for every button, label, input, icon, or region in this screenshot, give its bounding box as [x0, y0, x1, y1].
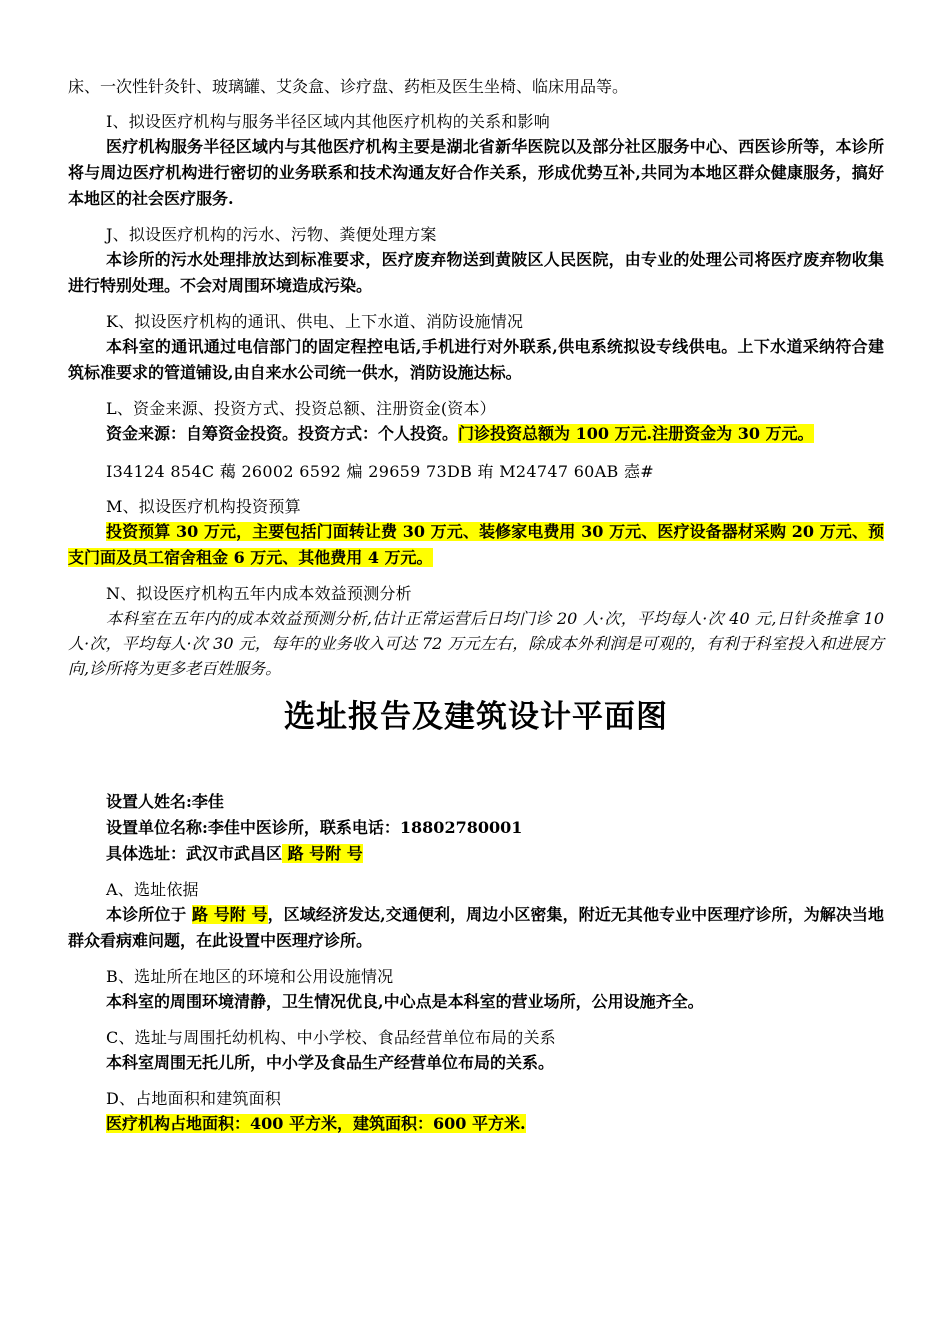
section-a-prefix: 本诊所位于: [106, 905, 193, 924]
report-title: 选址报告及建筑设计平面图: [284, 699, 668, 735]
spacer: [68, 739, 884, 789]
codes-line: I34124 854C 藒 26002 6592 煸 29659 73DB 珛 M24747 60AB 悫#: [106, 462, 654, 481]
section-c-heading: C、选址与周围托幼机构、中小学校、食品经营单位布局的关系: [106, 1028, 556, 1047]
section-i-body: 医疗机构服务半径区域内与其他医疗机构主要是湖北省新华医院以及部分社区服务中心、西医诊所等，本诊所将与周边医疗机构进行密切的业务联系和技术沟通友好合作关系，形成优势互补,共同为本地区群众健康服务，搞好本地区的社会医疗服务.: [68, 137, 884, 208]
section-j-heading: J、拟设医疗机构的污水、污物、粪便处理方案: [106, 225, 437, 244]
document-page: [68, 74, 884, 1137]
section-c-body: 本科室周围无托儿所，中小学及食品生产经营单位布局的关系。: [106, 1053, 555, 1072]
section-l-heading: L、资金来源、投资方式、投资总额、注册资金(资本）: [106, 399, 496, 418]
section-a-body: [68, 902, 884, 954]
section-b-body: 本科室的周围环境清静，卫生情况优良,中心点是本科室的营业场所，公用设施齐全。: [106, 992, 704, 1011]
section-m-heading: M、拟设医疗机构投资预算: [106, 497, 301, 516]
person-name: 设置人姓名:李佳: [106, 792, 224, 811]
section-k-body: 本科室的通讯通过电信部门的固定程控电话,手机进行对外联系,供电系统拟设专线供电。上下水道采纳符合建筑标准要求的管道铺设,由自来水公司统一供水，消防设施达标。: [68, 337, 884, 382]
section-a-highlight: 路 号附 号: [192, 905, 268, 924]
section-i-heading: I、拟设医疗机构与服务半径区域内其他医疗机构的关系和影响: [106, 112, 550, 131]
section-d-highlight: 医疗机构占地面积：400 平方米，建筑面积：600 平方米.: [106, 1114, 526, 1133]
section-n-body: 本科室在五年内的成本效益预测分析,估计正常运营后日均门诊 20 人·次，平均每人·次 40 元,日针灸推拿 10 人·次，平均每人·次 30 元，每年的业务收入可达 72 万元左右，除成本外利润是可观的，有利于科室投入和进展方向,诊所将为更多老百姓服务。: [68, 609, 884, 678]
section-d-body: [68, 1111, 884, 1137]
section-j-body: 本诊所的污水处理排放达到标准要求，医疗废弃物送到黄陂区人民医院，由专业的处理公司将医疗废弃物收集进行特别处理。不会对周围环境造成污染。: [68, 250, 884, 295]
section-d-heading: D、占地面积和建筑面积: [106, 1089, 282, 1108]
address-plain: 具体选址：武汉市武昌区: [106, 844, 283, 863]
section-n-heading: N、拟设医疗机构五年内成本效益预测分析: [106, 584, 412, 603]
section-k-heading: K、拟设医疗机构的通讯、供电、上下水道、消防设施情况: [106, 312, 524, 331]
address-line: [68, 841, 884, 867]
section-a-heading: A、选址依据: [106, 880, 199, 899]
intro-line: 床、一次性针灸针、玻璃罐、艾灸盒、诊疗盘、药柜及医生坐椅、临床用品等。: [68, 77, 629, 96]
section-l-body-plain: 资金来源：自筹资金投资。投资方式：个人投资。: [106, 424, 459, 443]
section-m-body-highlight: 投资预算 30 万元，主要包括门面转让费 30 万元、装修家电费用 30 万元、医疗设备器材采购 20 万元、预支门面及员工宿舍租金 6 万元、其他费用 4 万元。: [68, 522, 884, 567]
section-l-body-highlight: 门诊投资总额为 100 万元.注册资金为 30 万元。: [458, 424, 814, 443]
section-b-heading: B、选址所在地区的环境和公用设施情况: [106, 967, 394, 986]
section-a-suffix: ，区域经济发达,交通便利，周边小区密集，附近无其他专业中医理疗诊所，为解决当地群众看病难问题，在此设置中医理疗诊所。: [68, 905, 884, 950]
section-m-body: [68, 519, 884, 571]
address-highlight: 路 号附 号: [282, 844, 363, 863]
unit-name: 设置单位名称:李佳中医诊所，联系电话：18802780001: [106, 818, 523, 837]
section-l-body: [68, 421, 884, 447]
